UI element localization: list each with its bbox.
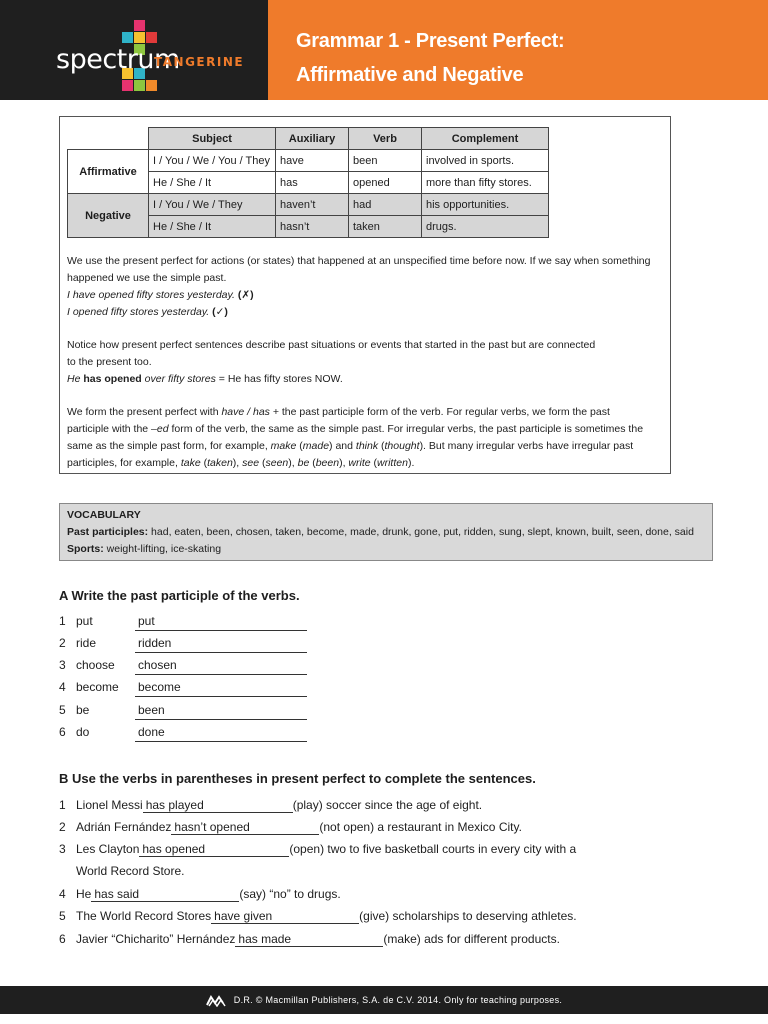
grammar-table <box>67 127 549 238</box>
list-item <box>59 909 577 924</box>
item-number: 2 <box>59 820 66 834</box>
text-line: to the present too. <box>67 356 152 368</box>
answer-field[interactable]: done <box>135 725 307 742</box>
table-cell: his opportunities. <box>422 194 549 216</box>
text: ). <box>407 457 415 469</box>
list-item <box>59 932 560 947</box>
text-line: We use the present perfect for actions (or states) that happened at an unspecified time before now. If we say when something <box>67 255 651 267</box>
item-number: 6 <box>59 932 66 946</box>
table-cell: involved in sports. <box>422 150 549 172</box>
sentence-start: Les Clayton <box>76 842 140 856</box>
vocabulary-list: had, eaten, been, chosen, taken, become, made, drunk, gone, put, ridden, sung, slept, known, built, seen, done, said <box>151 526 694 538</box>
answer-field[interactable]: has made <box>235 932 383 947</box>
answer-field[interactable]: has opened <box>139 842 289 857</box>
item-verb: choose <box>76 658 115 672</box>
text: ) and <box>329 440 353 452</box>
vocabulary-box <box>59 503 713 561</box>
right-mark: (✓) <box>212 306 228 318</box>
text: ( <box>203 457 208 469</box>
page-title-line2: Affirmative and Negative <box>296 64 524 86</box>
item-verb: do <box>76 725 90 739</box>
wrong-mark: (✗) <box>237 289 254 301</box>
vocabulary-label: Past participles: <box>67 526 149 538</box>
list-item <box>59 864 185 878</box>
text-line <box>67 421 667 438</box>
item-number: 4 <box>59 680 66 694</box>
answer-field[interactable]: hasn’t opened <box>171 820 319 835</box>
table-cell: opened <box>349 172 422 194</box>
example-bold: has opened <box>83 373 142 385</box>
sentence-start: Javier “Chicharito” Hernández <box>76 932 236 946</box>
item-verb: become <box>76 680 119 694</box>
table-cell: has <box>276 172 349 194</box>
header-verb: Verb <box>349 128 422 150</box>
item-verb: ride <box>76 636 97 650</box>
table-cell: I / You / We / You / They <box>149 150 276 172</box>
table-header-row <box>68 128 549 150</box>
sentence-end: (not open) a restaurant in Mexico City. <box>319 820 522 834</box>
vocabulary-label: Sports: <box>67 543 104 555</box>
text-italic: seen <box>265 457 289 469</box>
table-cell: haven’t <box>276 194 349 216</box>
sentence-end: (open) two to five basketball courts in every city with a <box>289 842 577 856</box>
table-cell: been <box>349 150 422 172</box>
answer-field[interactable]: has said <box>91 887 239 902</box>
text: ( <box>373 457 378 469</box>
example-text: I have opened fifty stores yesterday. <box>67 289 235 301</box>
text: same as the simple past form, for example, <box>67 440 268 452</box>
explanation-paragraph-3 <box>67 404 667 472</box>
list-item <box>59 842 576 857</box>
table-cell: more than fifty stores. <box>422 172 549 194</box>
item-verb: be <box>76 703 90 717</box>
text: ( <box>261 457 266 469</box>
footer-text: D.R. © Macmillan Publishers, S.A. de C.V. 2014. Only for teaching purposes. <box>233 995 563 1005</box>
text-italic: write <box>348 457 371 469</box>
text-italic: be <box>297 457 310 469</box>
page-title-line1: Grammar 1 - Present Perfect: <box>296 30 565 52</box>
sentence-start: Lionel Messi <box>76 798 143 812</box>
table-row <box>68 150 549 172</box>
example-text: I opened fifty stores yesterday. <box>67 306 210 318</box>
item-number: 2 <box>59 636 66 650</box>
exercise-a-title: A Write the past participle of the verbs. <box>59 588 300 603</box>
item-number: 1 <box>59 798 66 812</box>
affirmative-label: Affirmative <box>68 150 149 194</box>
answer-field[interactable]: become <box>135 680 307 697</box>
text: participles, for example, <box>67 457 178 469</box>
page-footer <box>0 986 768 1014</box>
text: ( <box>381 440 385 452</box>
list-item <box>59 798 482 813</box>
header-auxiliary: Auxiliary <box>276 128 349 150</box>
brand-block <box>0 0 268 100</box>
text-italic: made <box>302 440 330 452</box>
explanation-paragraph-2 <box>67 337 667 388</box>
example-right <box>67 304 667 321</box>
example-rest: = He has fifty stores NOW. <box>218 373 343 385</box>
text: participle with the <box>67 423 149 435</box>
text: ( <box>299 440 303 452</box>
table-cell: drugs. <box>422 216 549 238</box>
negative-label: Negative <box>68 194 149 238</box>
item-number: 3 <box>59 658 66 672</box>
brand-sub: TANGERINE <box>154 55 245 69</box>
answer-field[interactable]: has played <box>143 798 293 813</box>
list-item <box>59 887 341 902</box>
sentence-start: Adrián Fernández <box>76 820 172 834</box>
text: + the past participle form of the verb. For regular verbs, we form the past <box>272 406 610 418</box>
text-italic: –ed <box>151 423 169 435</box>
answer-field[interactable]: chosen <box>135 658 307 675</box>
table-cell: taken <box>349 216 422 238</box>
sentence-start: The World Record Stores <box>76 909 212 923</box>
example-italic: over fifty stores <box>144 373 216 385</box>
vocabulary-title: VOCABULARY <box>67 509 141 521</box>
text-italic: think <box>355 440 379 452</box>
table-cell: He / She / It <box>149 172 276 194</box>
table-cell: hasn’t <box>276 216 349 238</box>
text-line <box>67 455 667 472</box>
text: form of the verb, the same as the simple past. For irregular verbs, the past participle is sometimes the <box>171 423 644 435</box>
vocabulary-past-participles <box>67 524 712 541</box>
example-subject: He <box>67 373 81 385</box>
exercise-b-title: B Use the verbs in parentheses in present perfect to complete the sentences. <box>59 771 536 786</box>
header-complement: Complement <box>422 128 549 150</box>
text-italic: thought <box>384 440 420 452</box>
item-number: 5 <box>59 703 66 717</box>
table-cell: I / You / We / They <box>149 194 276 216</box>
table-row <box>68 194 549 216</box>
sentence-end: (play) soccer since the age of eight. <box>292 798 483 812</box>
table-cell: had <box>349 194 422 216</box>
text: ), <box>339 457 346 469</box>
text: ). But many irregular verbs have irregular past <box>419 440 634 452</box>
vocabulary-list: weight-lifting, ice-skating <box>106 543 222 555</box>
example-wrong <box>67 287 667 304</box>
answer-field[interactable]: been <box>135 703 307 720</box>
item-verb: put <box>76 614 93 628</box>
text-line <box>67 404 667 421</box>
item-number: 3 <box>59 842 66 856</box>
text: We form the present perfect with <box>67 406 219 418</box>
sentence-end: (say) “no” to drugs. <box>239 887 341 901</box>
text: ), <box>232 457 240 469</box>
answer-field[interactable]: put <box>135 614 307 631</box>
text: ( <box>312 457 316 469</box>
vocabulary-sports <box>67 541 712 558</box>
macmillan-logo-icon <box>206 995 226 1007</box>
text-line: Notice how present perfect sentences describe past situations or events that started in the past but are connected <box>67 339 596 351</box>
item-number: 6 <box>59 725 66 739</box>
header-subject: Subject <box>149 128 276 150</box>
text-italic: have / has <box>221 406 270 418</box>
list-item <box>59 820 522 835</box>
answer-field[interactable]: have given <box>211 909 359 924</box>
page-header <box>0 0 768 100</box>
text-italic: written <box>377 457 408 469</box>
sentence-end: (give) scholarships to deserving athletes. <box>359 909 577 923</box>
example-line <box>67 371 667 388</box>
text-line <box>67 438 667 455</box>
text: ), <box>288 457 295 469</box>
sentence-start: World Record Store. <box>76 864 185 878</box>
text-italic: see <box>242 457 260 469</box>
explanation-paragraph-1 <box>67 253 667 321</box>
text-italic: been <box>315 457 340 469</box>
answer-field[interactable]: ridden <box>135 636 307 653</box>
text-italic: take <box>180 457 201 469</box>
text-line: happened we use the simple past. <box>67 272 227 284</box>
item-number: 5 <box>59 909 66 923</box>
text-italic: taken <box>207 457 233 469</box>
sentence-start: He <box>76 887 92 901</box>
brand-name: spectrum <box>56 44 180 75</box>
table-corner <box>68 128 149 150</box>
item-number: 4 <box>59 887 66 901</box>
table-cell: have <box>276 150 349 172</box>
table-cell: He / She / It <box>149 216 276 238</box>
text-italic: make <box>270 440 297 452</box>
sentence-end: (make) ads for different products. <box>383 932 560 946</box>
item-number: 1 <box>59 614 66 628</box>
